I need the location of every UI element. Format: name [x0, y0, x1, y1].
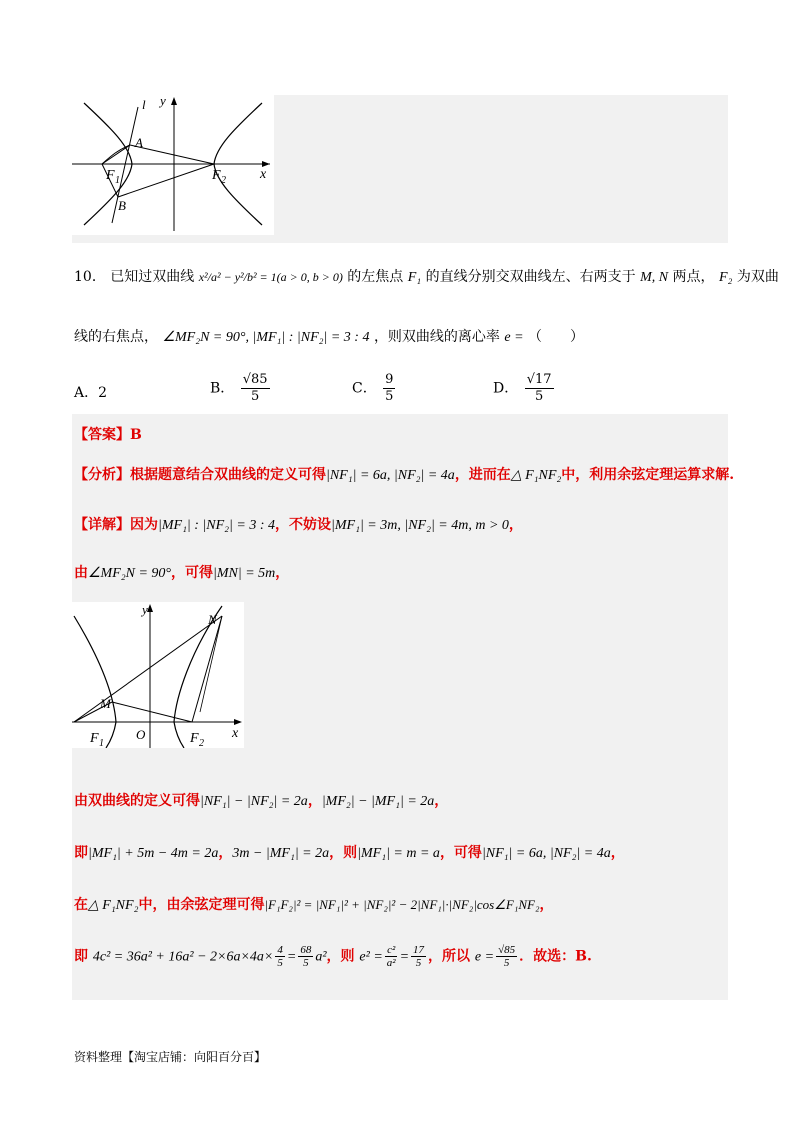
step-math: =	[286, 949, 297, 965]
question-text: ，则双曲线的离心率	[373, 329, 500, 345]
option-a	[74, 382, 107, 402]
question-text: 线的右焦点，	[74, 329, 158, 345]
question-number: 10．	[74, 269, 106, 285]
step-text: 中，由余弦定理可得	[138, 897, 265, 913]
analysis-text: 根据题意结合双曲线的定义可得	[130, 467, 326, 483]
numerator: √85	[498, 944, 516, 956]
fraction	[275, 944, 285, 969]
numerator: √85	[242, 372, 268, 387]
answer-line	[74, 424, 142, 444]
label-F1-sub: 1	[99, 738, 104, 748]
step-text: ，	[218, 845, 233, 861]
step-math: |NF₁| = 6a, |NF₂| = 4a	[481, 846, 611, 861]
option-label: A．	[74, 385, 99, 401]
step-text: ，所以	[428, 948, 471, 965]
label-B: B	[118, 198, 126, 213]
analysis-math: |NF₁| = 6a, |NF₂| = 4a	[326, 468, 455, 483]
step-math: e =	[474, 949, 495, 965]
detail-text: 由	[74, 565, 88, 581]
fraction	[411, 944, 426, 969]
denominator: 5	[415, 957, 422, 969]
fraction	[298, 944, 313, 969]
fraction	[385, 944, 398, 969]
hyperbola-equation: x²/a² − y²/b² = 1(a > 0, b > 0)	[198, 270, 343, 284]
step-line-3	[74, 894, 553, 914]
label-F2: F	[190, 731, 199, 746]
step-text: ，则	[326, 948, 355, 965]
numerator: 68	[300, 944, 312, 956]
step-text: ，可得	[439, 845, 482, 861]
label-O: O	[136, 727, 146, 742]
step-text: 由双曲线的定义可得	[74, 793, 200, 809]
label-F1: F	[106, 168, 115, 183]
math-mn: M, N	[640, 270, 669, 285]
step-text: ，则	[329, 845, 358, 861]
label-F2-sub: 2	[199, 738, 204, 748]
step-text: ，	[539, 897, 554, 913]
analysis-tag: 【分析】	[74, 467, 130, 483]
question-text: 为双曲	[736, 269, 779, 285]
answer-value: B	[130, 427, 142, 443]
step-math: |F₁F₂|² = |NF₁|² + |NF₂|² − 2|NF₁|·|NF₂|cos∠F₁NF₂	[264, 897, 540, 912]
detail-text: ，	[275, 565, 290, 581]
detail-math: |MF₁| : |NF₂| = 3 : 4	[158, 518, 276, 533]
option-b	[210, 372, 272, 405]
step-text: ．故选：B.	[519, 948, 592, 965]
question-text: 的直线分别交双曲线左、右两支于	[425, 269, 636, 285]
label-F1: F	[90, 731, 99, 746]
step-math: =	[399, 949, 410, 965]
detail-tag: 【详解】	[74, 517, 130, 533]
step-text: 即	[74, 845, 88, 861]
option-value: 2	[98, 385, 108, 401]
step-line-4	[74, 944, 592, 969]
numerator: c²	[387, 944, 396, 956]
step-math: |MF₂| − |MF₁| = 2a	[321, 794, 435, 809]
step-text: ，	[434, 793, 449, 809]
detail-math: |MN| = 5m	[213, 566, 276, 581]
label-l: l	[142, 97, 146, 112]
label-y: y	[142, 602, 148, 617]
denominator: 5	[303, 957, 309, 969]
option-d	[493, 372, 556, 405]
step-line-2	[74, 842, 625, 862]
option-label: D．	[493, 380, 519, 397]
detail-line-1	[74, 514, 523, 534]
figure2-hyperbola	[72, 602, 244, 748]
analysis-text: 中，利用余弦定理运算求解.	[561, 467, 735, 483]
denominator: 5	[534, 389, 544, 404]
step-line-1	[74, 790, 448, 810]
step-text: 即	[74, 948, 88, 965]
step-math: 4c² = 36a² + 16a² − 2×6a×4a×	[92, 949, 274, 965]
step-math: e² =	[359, 949, 383, 965]
option-fraction	[525, 372, 554, 405]
detail-line-2	[74, 562, 289, 582]
denominator: 5	[385, 389, 394, 404]
detail-math: ∠MF₂N = 90°	[88, 566, 172, 581]
label-M: M	[100, 696, 111, 711]
step-math: |MF₁| + 5m − 4m = 2a	[88, 846, 219, 861]
answer-blank: （ ）	[528, 329, 585, 345]
numerator: 9	[385, 372, 394, 387]
footer-source: 资料整理【淘宝店铺：向阳百分百】	[74, 1050, 267, 1064]
step-math: △ F₁NF₂	[88, 898, 139, 913]
step-text: ，	[610, 845, 625, 861]
label-x: x	[232, 726, 239, 741]
numerator: √17	[526, 372, 552, 387]
analysis-math: △ F₁NF₂	[510, 468, 562, 483]
label-F2-sub: 2	[221, 175, 226, 186]
option-label: C．	[352, 380, 377, 397]
numerator: 4	[277, 944, 283, 956]
label-F2: F	[212, 168, 221, 183]
denominator: 5	[277, 957, 283, 969]
detail-text: ，可得	[171, 565, 214, 581]
question-condition: ∠MF₂N = 90°, |MF₁| : |NF₂| = 3 : 4	[162, 330, 370, 345]
analysis-line	[74, 464, 734, 484]
step-math: 3m − |MF₁| = 2a	[232, 846, 330, 861]
step-text: 在	[74, 897, 88, 913]
detail-text: 因为	[130, 517, 158, 533]
question-text: 两点，	[672, 269, 715, 285]
detail-text: ，不妨设	[275, 517, 332, 533]
detail-math: |MF₁| = 3m, |NF₂| = 4m, m > 0	[331, 518, 509, 533]
option-fraction	[383, 372, 395, 405]
math-f2: F₂	[718, 270, 733, 285]
analysis-text: ，进而在	[454, 467, 511, 483]
label-F1-sub: 1	[115, 175, 120, 186]
fraction	[496, 944, 517, 969]
math-f1: F₁	[407, 270, 422, 285]
answer-tag: 【答案】	[74, 427, 130, 443]
label-y: y	[160, 95, 166, 108]
label-N: N	[208, 612, 217, 627]
question-text: 已知过双曲线	[110, 269, 195, 285]
step-math: |MF₁| = m = a	[357, 846, 440, 861]
detail-text: ，	[508, 517, 523, 533]
label-x: x	[260, 167, 267, 182]
option-fraction	[241, 372, 270, 405]
question-line-1	[74, 266, 779, 286]
denominator: 5	[503, 957, 510, 969]
question-text: 的左焦点	[347, 269, 404, 285]
math-e: e =	[504, 330, 524, 345]
step-text: ，	[307, 793, 322, 809]
step-math: a²	[315, 949, 327, 965]
question-line-2	[74, 326, 584, 346]
denominator: 5	[251, 389, 260, 404]
option-c	[352, 372, 397, 405]
option-label: B．	[210, 380, 235, 397]
figure1-hyperbola	[72, 95, 274, 235]
numerator: 17	[413, 944, 425, 956]
label-A: A	[135, 135, 143, 150]
denominator: a²	[386, 957, 396, 969]
step-math: |NF₁| − |NF₂| = 2a	[200, 794, 308, 809]
